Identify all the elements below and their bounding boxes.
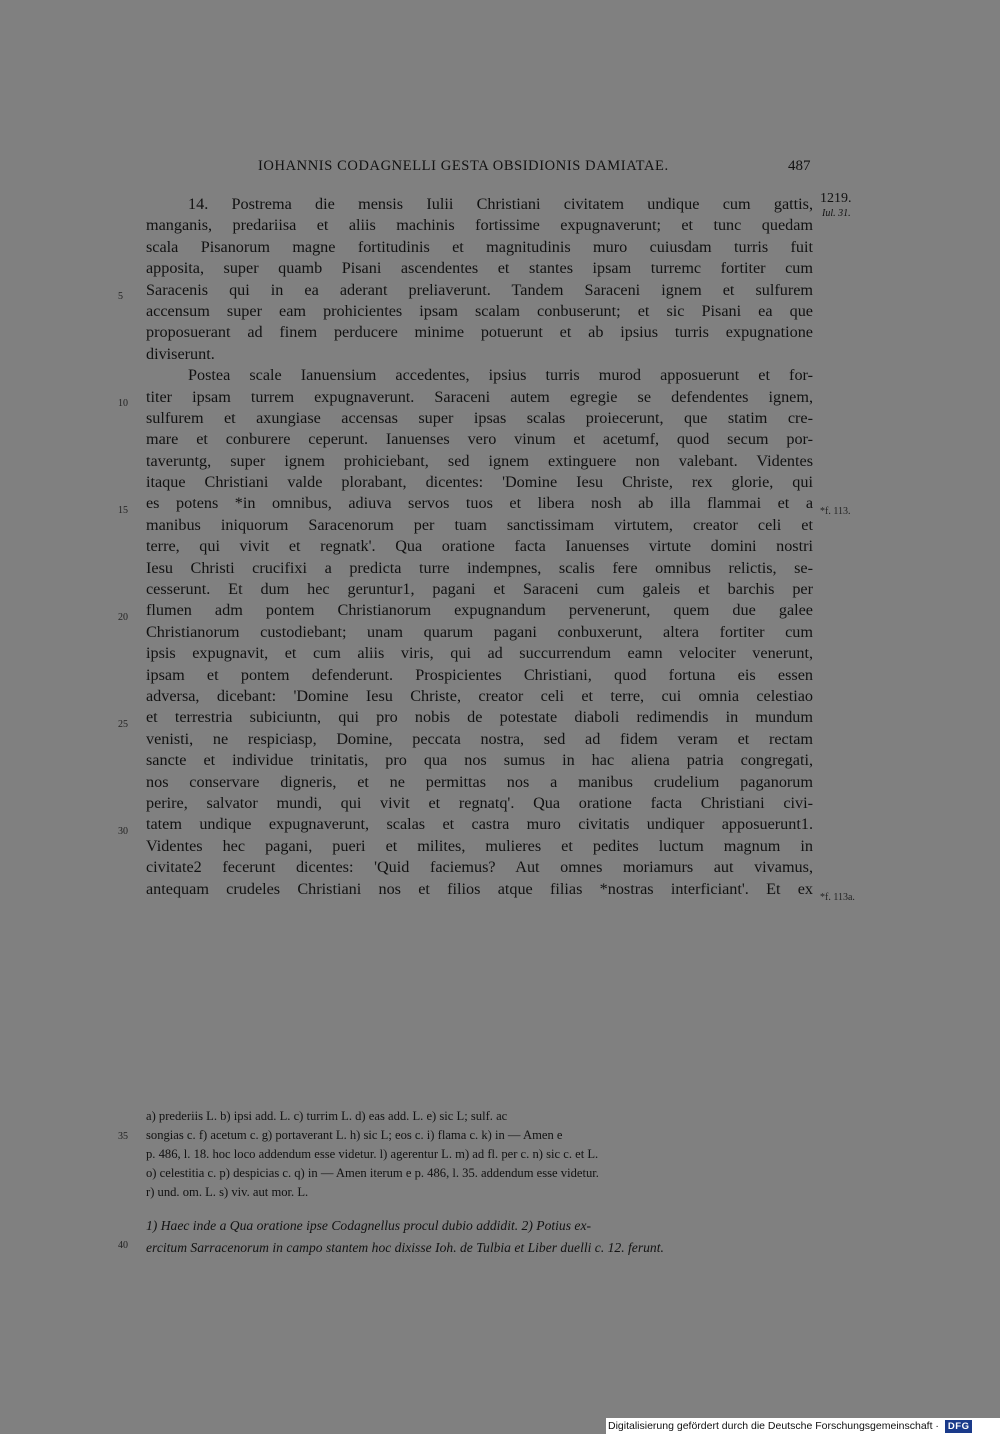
footnote-line: a) prederiis L. b) ipsi add. L. c) turrim L. d) eas add. L. e) sic L; sulf. ac	[146, 1109, 508, 1123]
text-line: diviserunt.	[146, 344, 215, 363]
note-line: 1) Haec inde a Qua oratione ipse Codagnellus procul dubio addidit. 2) Potius ex-	[146, 1218, 592, 1233]
text-line: antequam crudeles Christiani nos et filios atque filias *nostras interficiant'. Et ex	[146, 879, 813, 898]
footnote-line: p. 486, l. 18. hoc loco addendum esse videtur. l) agerentur L. m) ad fl. per c. n) sic c. et L.	[146, 1147, 599, 1161]
margin-date: Iul. 31.	[822, 208, 851, 219]
text-line: apposita, super quamb Pisani ascendentes et stantes ipsam turremc fortiter cum	[146, 259, 813, 278]
text-line: civitate2 fecerunt dicentes: 'Quid faciemus? Aut omnes moriamurs aut vivamus,	[146, 858, 813, 877]
line-number: 10	[118, 398, 128, 409]
text-line: Saracenis qui in ea aderant preliaverunt. Tandem Saraceni ignem et sulfurem	[146, 280, 813, 299]
line-number: 25	[118, 719, 128, 730]
text-line: ipsis expugnavit, et cum aliis viris, qui ad succurrendum eamn velociter venerunt,	[146, 644, 813, 663]
line-number: 15	[118, 505, 128, 516]
text-line: Christianorum custodiebant; unam quarum pagani conbuxerunt, altera fortiter cum	[146, 622, 813, 641]
text-line: itaque Christiani valde plorabant, dicentes: 'Domine Iesu Christe, rex glorie, qui	[146, 473, 813, 492]
line-number: 20	[118, 612, 128, 623]
text-line: Iesu Christi crucifixi a predicta turre indempnes, scalis fere omnibus relictis, se-	[146, 558, 813, 577]
digitization-footer	[606, 1418, 1000, 1434]
line-number: 30	[118, 826, 128, 837]
page-number: 487	[788, 158, 811, 174]
text-line: sancte et individue trinitatis, pro qua nos sumus in hac aliena patria congregati,	[146, 751, 813, 770]
text-line: proposuerant ad finem perducere minime potuerunt et ab ipsius turris expugnatione	[146, 323, 813, 342]
explanatory-notes	[146, 1215, 813, 1259]
text-line: cesserunt. Et dum hec geruntur1, pagani et Saraceni cum galeis et barchis per	[146, 580, 813, 599]
margin-folio-ref: *f. 113.	[820, 506, 851, 517]
footnote-line: songias c. f) acetum c. g) portaverant L. h) sic L; eos c. i) flama c. k) in — Amen e	[146, 1128, 563, 1142]
text-line: es potens *in omnibus, adiuva servos tuos et libera nosh ab illa flammai et a	[146, 494, 813, 513]
text-line: et terrestria subiciuntn, qui pro nobis de potestate diaboli redimendis in mundum	[146, 708, 813, 727]
text-line: manganis, predariisa et aliis machinis fortissime expugnaverunt; et tunc quedam	[146, 216, 813, 235]
dfg-logo-icon: DFG	[945, 1420, 973, 1433]
main-text	[146, 194, 813, 900]
text-line: Videntes hec pagani, pueri et milites, mulieres et pedites luctum magnum in	[146, 836, 813, 855]
text-line: adversa, dicebant: 'Domine Iesu Christe, creator celi et terre, cui omnia celestiao	[146, 686, 813, 705]
text-line: titer ipsam turrem expugnaverunt. Saraceni autem egregie se defendentes ignem,	[146, 387, 813, 406]
text-line: taveruntg, super ignem prohiciebant, sed ignem extinguere non valebant. Videntes	[146, 451, 813, 470]
line-number: 5	[118, 291, 123, 302]
note-line: ercitum Sarracenorum in campo stantem hoc dixisse Ioh. de Tulbia et Liber duelli c. 12. ferunt.	[146, 1240, 664, 1255]
text-line: accensum super eam prohicientes ipsam scalam conbuserunt; et sic Pisani ea que	[146, 301, 813, 320]
text-line: perire, salvator mundi, qui vivit et regnatq'. Qua oratione facta Christiani civi-	[146, 793, 813, 812]
text-line: terre, qui vivit et regnatk'. Qua oratione facta Ianuenses virtute domini nostri	[146, 537, 813, 556]
text-line: tatem undique expugnaverunt, scalas et castra muro civitatis undiquer apposuerunt1.	[146, 815, 813, 834]
line-number: 40	[118, 1240, 128, 1251]
line-number: 35	[118, 1131, 128, 1142]
text-line: manibus iniquorum Saracenorum per tuam sanctissimam virtutem, creator celi et	[146, 515, 813, 534]
text-line: sulfurem et axungiase accensas super ipsas scalas proiecerunt, que statim cre-	[146, 408, 813, 427]
text-line: ipsam et pontem defenderunt. Prospicientes Christiani, quod fortuna eis essen	[146, 665, 813, 684]
text-line: flumen adm pontem Christianorum expugnandum pervenerunt, quem due galee	[146, 601, 813, 620]
text-line: scala Pisanorum magne fortitudinis et magnitudinis muro cuiusdam turris fuit	[146, 237, 813, 256]
text-line: 14. Postrema die mensis Iulii Christiani civitatem undique cum gattis,	[188, 195, 813, 213]
footnote-line: o) celestitia c. p) despicias c. q) in — Amen iterum e p. 486, l. 35. addendum esse videtur.	[146, 1166, 599, 1180]
text-line: nos conservare digneris, et ne permittas nos a manibus crudelium paganorum	[146, 772, 813, 791]
text-line: venisti, ne respiciasp, Domine, peccata nostra, sed ad fidem veram et rectam	[146, 729, 813, 748]
margin-year: 1219.	[820, 191, 852, 206]
running-header-title: IOHANNIS CODAGNELLI GESTA OBSIDIONIS DAMIATAE.	[258, 158, 669, 174]
text-line: mare et conburere ceperunt. Ianuenses vero vinum et acetumf, quod secum por-	[146, 430, 813, 449]
text-line: Postea scale Ianuensium accedentes, ipsius turris murod apposuerunt et for-	[188, 366, 813, 385]
margin-folio-ref: *f. 113a.	[820, 892, 855, 903]
critical-apparatus	[146, 1107, 813, 1202]
footer-credit: Digitalisierung gefördert durch die Deutsche Forschungsgemeinschaft ·	[608, 1420, 939, 1432]
footnote-line: r) und. om. L. s) viv. aut mor. L.	[146, 1185, 309, 1199]
